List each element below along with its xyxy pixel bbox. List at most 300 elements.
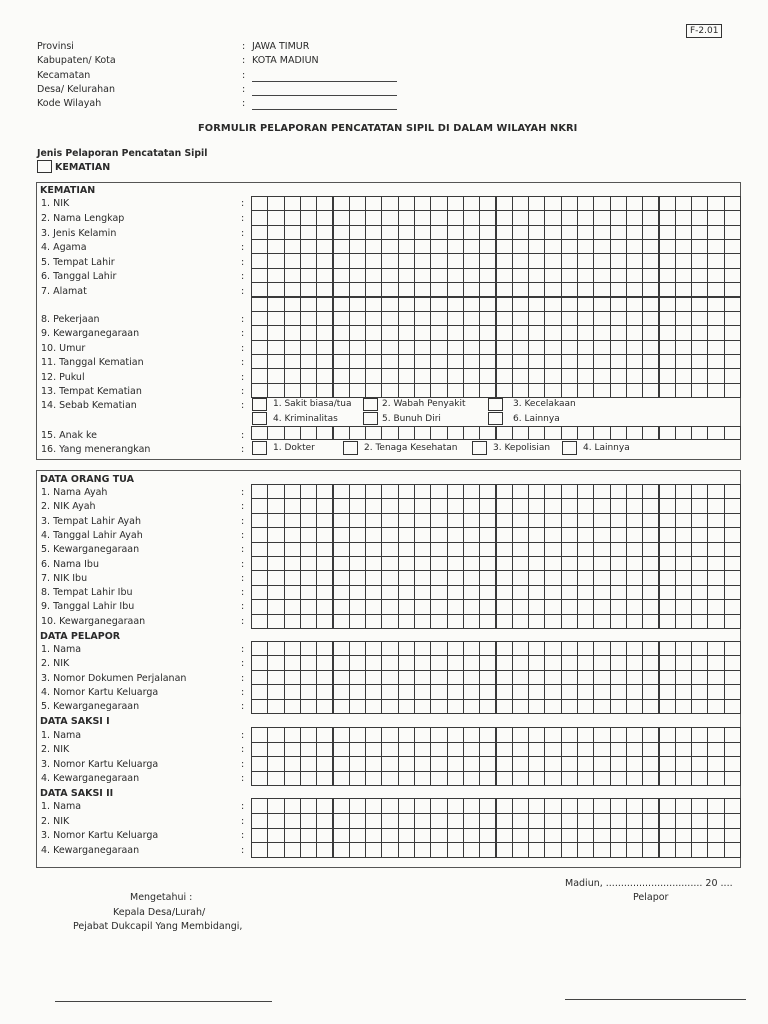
grid-cell[interactable] (284, 842, 301, 858)
grid-cell[interactable] (381, 655, 398, 670)
grid-cell[interactable] (675, 641, 692, 656)
grid-cell[interactable] (675, 225, 692, 240)
grid-cell[interactable] (691, 325, 708, 340)
grid-cell[interactable] (675, 426, 692, 440)
grid-cell[interactable] (300, 513, 317, 528)
grid-cell[interactable] (691, 641, 708, 656)
grid-cell[interactable] (267, 813, 284, 829)
grid-cell[interactable] (561, 641, 578, 656)
grid-cell[interactable] (300, 340, 317, 355)
grid-cell[interactable] (528, 325, 545, 340)
grid-cell[interactable] (724, 641, 741, 656)
grid-cell[interactable] (675, 828, 692, 844)
grid-cell[interactable] (284, 742, 301, 758)
grid-cell[interactable] (284, 699, 301, 714)
grid-cell[interactable] (593, 325, 610, 340)
grid-cell[interactable] (642, 599, 659, 614)
grid-cell[interactable] (691, 340, 708, 355)
grid-cell[interactable] (463, 340, 480, 355)
grid-cell[interactable] (479, 727, 496, 743)
grid-cell[interactable] (479, 742, 496, 758)
grid-cell[interactable] (349, 527, 366, 542)
grid-cell[interactable] (365, 798, 382, 814)
grid-cell[interactable] (300, 268, 317, 283)
grid-cell[interactable] (675, 813, 692, 829)
grid-cell[interactable] (659, 498, 676, 513)
grid-cell[interactable] (610, 368, 627, 383)
grid-cell[interactable] (333, 253, 350, 268)
grid-cell[interactable] (414, 210, 431, 225)
grid-cell[interactable] (479, 196, 496, 211)
grid-cell[interactable] (544, 282, 561, 297)
grid-cell[interactable] (447, 210, 464, 225)
grid-cell[interactable] (333, 813, 350, 829)
grid-cell[interactable] (381, 670, 398, 685)
grid-cell[interactable] (381, 354, 398, 369)
grid-cell[interactable] (724, 599, 741, 614)
grid-cell[interactable] (398, 570, 415, 585)
grid-cell[interactable] (512, 684, 529, 699)
grid-cell[interactable] (479, 684, 496, 699)
grid-cell[interactable] (593, 842, 610, 858)
grid-cell[interactable] (626, 798, 643, 814)
grid-cell[interactable] (691, 210, 708, 225)
grid-cell[interactable] (414, 542, 431, 557)
grid-cell[interactable] (349, 699, 366, 714)
grid-cell[interactable] (251, 239, 268, 254)
grid-cell[interactable] (659, 614, 676, 629)
grid-cell[interactable] (267, 383, 284, 398)
grid-cell[interactable] (593, 570, 610, 585)
grid-cell[interactable] (300, 484, 317, 499)
grid-cell[interactable] (544, 210, 561, 225)
grid-cell[interactable] (398, 311, 415, 326)
grid-cell[interactable] (267, 842, 284, 858)
grid-cell[interactable] (381, 311, 398, 326)
grid-cell[interactable] (528, 426, 545, 440)
grid-cell[interactable] (300, 253, 317, 268)
grid-cell[interactable] (479, 282, 496, 297)
grid-cell[interactable] (447, 842, 464, 858)
grid-cell[interactable] (414, 699, 431, 714)
grid-cell[interactable] (333, 513, 350, 528)
grid-cell[interactable] (333, 225, 350, 240)
grid-cell[interactable] (724, 311, 741, 326)
grid-cell[interactable] (414, 771, 431, 787)
grid-cell[interactable] (577, 641, 594, 656)
grid-cell[interactable] (365, 641, 382, 656)
grid-cell[interactable] (251, 585, 268, 600)
grid-cell[interactable] (251, 570, 268, 585)
grid-cell[interactable] (463, 383, 480, 398)
grid-cell[interactable] (365, 426, 382, 440)
grid-cell[interactable] (610, 340, 627, 355)
grid-cell[interactable] (593, 225, 610, 240)
grid-cell[interactable] (284, 297, 301, 312)
grid-cell[interactable] (251, 498, 268, 513)
grid-cell[interactable] (398, 670, 415, 685)
grid-cell[interactable] (626, 813, 643, 829)
grid-cell[interactable] (251, 253, 268, 268)
grid-cell[interactable] (626, 282, 643, 297)
grid-cell[interactable] (512, 325, 529, 340)
grid-cell[interactable] (333, 426, 350, 440)
grid-cell[interactable] (430, 325, 447, 340)
grid-cell[interactable] (577, 813, 594, 829)
grid-cell[interactable] (528, 699, 545, 714)
grid-cell[interactable] (479, 484, 496, 499)
grid-cell[interactable] (610, 426, 627, 440)
grid-cell[interactable] (577, 742, 594, 758)
grid-cell[interactable] (430, 268, 447, 283)
grid-cell[interactable] (496, 614, 513, 629)
grid-cell[interactable] (675, 325, 692, 340)
grid-cell[interactable] (349, 756, 366, 772)
grid-cell[interactable] (349, 556, 366, 571)
grid-cell[interactable] (365, 325, 382, 340)
grid-cell[interactable] (333, 325, 350, 340)
grid-cell[interactable] (626, 614, 643, 629)
grid-cell[interactable] (642, 641, 659, 656)
grid-cell[interactable] (496, 513, 513, 528)
grid-cell[interactable] (316, 527, 333, 542)
grid-cell[interactable] (381, 239, 398, 254)
grid-cell[interactable] (251, 268, 268, 283)
grid-cell[interactable] (724, 225, 741, 240)
grid-cell[interactable] (300, 325, 317, 340)
grid-cell[interactable] (267, 556, 284, 571)
grid-cell[interactable] (577, 196, 594, 211)
grid-cell[interactable] (479, 268, 496, 283)
grid-cell[interactable] (496, 655, 513, 670)
grid-cell[interactable] (349, 614, 366, 629)
grid-cell[interactable] (333, 798, 350, 814)
grid-cell[interactable] (675, 670, 692, 685)
grid-cell[interactable] (398, 196, 415, 211)
grid-cell[interactable] (447, 311, 464, 326)
grid-cell[interactable] (544, 325, 561, 340)
grid-cell[interactable] (544, 513, 561, 528)
grid-cell[interactable] (724, 727, 741, 743)
grid-cell[interactable] (659, 771, 676, 787)
grid-cell[interactable] (333, 585, 350, 600)
grid-cell[interactable] (707, 311, 724, 326)
grid-cell[interactable] (365, 756, 382, 772)
grid-cell[interactable] (659, 699, 676, 714)
grid-cell[interactable] (561, 699, 578, 714)
grid-cell[interactable] (528, 210, 545, 225)
grid-cell[interactable] (724, 368, 741, 383)
grid-cell[interactable] (430, 798, 447, 814)
grid-cell[interactable] (463, 513, 480, 528)
grid-cell[interactable] (267, 297, 284, 312)
grid-cell[interactable] (267, 771, 284, 787)
grid-cell[interactable] (430, 742, 447, 758)
grid-cell[interactable] (496, 756, 513, 772)
grid-cell[interactable] (414, 513, 431, 528)
grid-cell[interactable] (284, 498, 301, 513)
grid-cell[interactable] (414, 498, 431, 513)
grid-cell[interactable] (300, 354, 317, 369)
grid-cell[interactable] (675, 282, 692, 297)
grid-cell[interactable] (300, 311, 317, 326)
grid-cell[interactable] (398, 340, 415, 355)
grid-cell[interactable] (381, 828, 398, 844)
grid-cell[interactable] (398, 325, 415, 340)
grid-cell[interactable] (398, 484, 415, 499)
grid-cell[interactable] (642, 368, 659, 383)
grid-cell[interactable] (544, 614, 561, 629)
kode-wilayah-input-line[interactable] (252, 109, 397, 110)
grid-cell[interactable] (463, 828, 480, 844)
grid-cell[interactable] (447, 297, 464, 312)
grid-cell[interactable] (593, 599, 610, 614)
grid-cell[interactable] (430, 599, 447, 614)
grid-cell[interactable] (447, 196, 464, 211)
grid-cell[interactable] (593, 282, 610, 297)
grid-cell[interactable] (544, 542, 561, 557)
grid-cell[interactable] (398, 253, 415, 268)
grid-cell[interactable] (528, 684, 545, 699)
grid-cell[interactable] (496, 196, 513, 211)
grid-cell[interactable] (300, 297, 317, 312)
grid-cell[interactable] (398, 498, 415, 513)
grid-cell[interactable] (447, 655, 464, 670)
grid-cell[interactable] (675, 253, 692, 268)
grid-cell[interactable] (349, 655, 366, 670)
grid-cell[interactable] (512, 542, 529, 557)
grid-cell[interactable] (463, 742, 480, 758)
grid-cell[interactable] (707, 340, 724, 355)
grid-cell[interactable] (659, 253, 676, 268)
grid-cell[interactable] (496, 742, 513, 758)
grid-cell[interactable] (707, 670, 724, 685)
grid-cell[interactable] (447, 684, 464, 699)
grid-cell[interactable] (610, 813, 627, 829)
grid-cell[interactable] (496, 383, 513, 398)
grid-cell[interactable] (430, 570, 447, 585)
grid-cell[interactable] (691, 426, 708, 440)
grid-cell[interactable] (659, 426, 676, 440)
grid-cell[interactable] (251, 684, 268, 699)
grid-cell[interactable] (333, 699, 350, 714)
grid-cell[interactable] (349, 813, 366, 829)
grid-cell[interactable] (414, 670, 431, 685)
grid-cell[interactable] (284, 268, 301, 283)
grid-cell[interactable] (642, 570, 659, 585)
grid-cell[interactable] (724, 325, 741, 340)
grid-cell[interactable] (593, 210, 610, 225)
grid-cell[interactable] (463, 311, 480, 326)
grid-cell[interactable] (414, 426, 431, 440)
grid-cell[interactable] (430, 727, 447, 743)
grid-cell[interactable] (577, 325, 594, 340)
grid-cell[interactable] (593, 641, 610, 656)
grid-cell[interactable] (528, 727, 545, 743)
grid-cell[interactable] (349, 340, 366, 355)
grid-cell[interactable] (251, 556, 268, 571)
grid-cell[interactable] (577, 282, 594, 297)
grid-cell[interactable] (414, 340, 431, 355)
grid-cell[interactable] (610, 253, 627, 268)
grid-cell[interactable] (300, 527, 317, 542)
grid-cell[interactable] (300, 813, 317, 829)
grid-cell[interactable] (479, 325, 496, 340)
grid-cell[interactable] (512, 842, 529, 858)
grid-cell[interactable] (528, 670, 545, 685)
grid-cell[interactable] (642, 354, 659, 369)
grid-cell[interactable] (365, 340, 382, 355)
grid-cell[interactable] (447, 614, 464, 629)
grid-cell[interactable] (512, 297, 529, 312)
grid-cell[interactable] (316, 225, 333, 240)
grid-cell[interactable] (577, 225, 594, 240)
grid-cell[interactable] (528, 484, 545, 499)
grid-cell[interactable] (626, 556, 643, 571)
grid-cell[interactable] (610, 513, 627, 528)
grid-cell[interactable] (463, 325, 480, 340)
grid-cell[interactable] (512, 655, 529, 670)
grid-cell[interactable] (544, 239, 561, 254)
grid-cell[interactable] (365, 368, 382, 383)
grid-cell[interactable] (528, 513, 545, 528)
grid-cell[interactable] (267, 340, 284, 355)
sebab-option-1-checkbox[interactable] (252, 398, 267, 411)
grid-cell[interactable] (675, 210, 692, 225)
grid-cell[interactable] (267, 684, 284, 699)
grid-cell[interactable] (381, 498, 398, 513)
grid-cell[interactable] (707, 655, 724, 670)
grid-cell[interactable] (659, 325, 676, 340)
grid-cell[interactable] (561, 798, 578, 814)
grid-cell[interactable] (365, 614, 382, 629)
grid-cell[interactable] (561, 210, 578, 225)
grid-cell[interactable] (675, 542, 692, 557)
grid-cell[interactable] (267, 641, 284, 656)
grid-cell[interactable] (577, 727, 594, 743)
grid-cell[interactable] (284, 599, 301, 614)
grid-cell[interactable] (349, 570, 366, 585)
grid-cell[interactable] (593, 542, 610, 557)
grid-cell[interactable] (496, 253, 513, 268)
grid-cell[interactable] (447, 670, 464, 685)
grid-cell[interactable] (430, 513, 447, 528)
grid-cell[interactable] (642, 699, 659, 714)
grid-cell[interactable] (316, 771, 333, 787)
grid-cell[interactable] (333, 771, 350, 787)
grid-cell[interactable] (349, 828, 366, 844)
grid-cell[interactable] (463, 641, 480, 656)
grid-cell[interactable] (626, 340, 643, 355)
grid-cell[interactable] (398, 756, 415, 772)
grid-cell[interactable] (349, 727, 366, 743)
grid-cell[interactable] (707, 253, 724, 268)
grid-cell[interactable] (691, 614, 708, 629)
grid-cell[interactable] (381, 196, 398, 211)
grid-cell[interactable] (496, 354, 513, 369)
grid-cell[interactable] (496, 813, 513, 829)
grid-cell[interactable] (300, 798, 317, 814)
grid-cell[interactable] (463, 527, 480, 542)
grid-cell[interactable] (544, 556, 561, 571)
grid-cell[interactable] (267, 570, 284, 585)
grid-cell[interactable] (430, 542, 447, 557)
grid-cell[interactable] (724, 842, 741, 858)
grid-cell[interactable] (398, 368, 415, 383)
grid-cell[interactable] (430, 842, 447, 858)
grid-cell[interactable] (577, 655, 594, 670)
grid-cell[interactable] (316, 842, 333, 858)
grid-cell[interactable] (479, 498, 496, 513)
grid-cell[interactable] (561, 756, 578, 772)
grid-cell[interactable] (251, 614, 268, 629)
sebab-option-3-checkbox[interactable] (488, 398, 503, 411)
grid-cell[interactable] (707, 354, 724, 369)
grid-cell[interactable] (349, 354, 366, 369)
grid-cell[interactable] (447, 282, 464, 297)
grid-cell[interactable] (284, 527, 301, 542)
grid-cell[interactable] (333, 498, 350, 513)
grid-cell[interactable] (381, 585, 398, 600)
grid-cell[interactable] (691, 828, 708, 844)
grid-cell[interactable] (544, 354, 561, 369)
grid-cell[interactable] (365, 670, 382, 685)
grid-cell[interactable] (463, 282, 480, 297)
grid-cell[interactable] (267, 225, 284, 240)
grid-cell[interactable] (691, 771, 708, 787)
grid-cell[interactable] (447, 513, 464, 528)
grid-cell[interactable] (544, 699, 561, 714)
grid-cell[interactable] (414, 842, 431, 858)
grid-cell[interactable] (642, 383, 659, 398)
grid-cell[interactable] (724, 354, 741, 369)
grid-cell[interactable] (577, 311, 594, 326)
grid-cell[interactable] (512, 311, 529, 326)
grid-cell[interactable] (398, 354, 415, 369)
grid-cell[interactable] (447, 325, 464, 340)
grid-cell[interactable] (316, 268, 333, 283)
grid-cell[interactable] (593, 354, 610, 369)
grid-cell[interactable] (267, 742, 284, 758)
grid-cell[interactable] (659, 225, 676, 240)
grid-cell[interactable] (544, 498, 561, 513)
grid-cell[interactable] (496, 340, 513, 355)
grid-cell[interactable] (642, 771, 659, 787)
grid-cell[interactable] (626, 727, 643, 743)
grid-cell[interactable] (284, 756, 301, 772)
grid-cell[interactable] (447, 542, 464, 557)
grid-cell[interactable] (659, 311, 676, 326)
grid-cell[interactable] (251, 842, 268, 858)
grid-cell[interactable] (675, 383, 692, 398)
grid-cell[interactable] (251, 798, 268, 814)
grid-cell[interactable] (593, 253, 610, 268)
grid-cell[interactable] (365, 570, 382, 585)
grid-cell[interactable] (528, 614, 545, 629)
grid-cell[interactable] (626, 225, 643, 240)
grid-cell[interactable] (691, 813, 708, 829)
grid-cell[interactable] (528, 282, 545, 297)
grid-cell[interactable] (642, 828, 659, 844)
grid-cell[interactable] (512, 196, 529, 211)
grid-cell[interactable] (284, 570, 301, 585)
grid-cell[interactable] (707, 813, 724, 829)
grid-cell[interactable] (316, 570, 333, 585)
grid-cell[interactable] (512, 210, 529, 225)
grid-cell[interactable] (512, 426, 529, 440)
grid-cell[interactable] (724, 340, 741, 355)
grid-cell[interactable] (659, 813, 676, 829)
